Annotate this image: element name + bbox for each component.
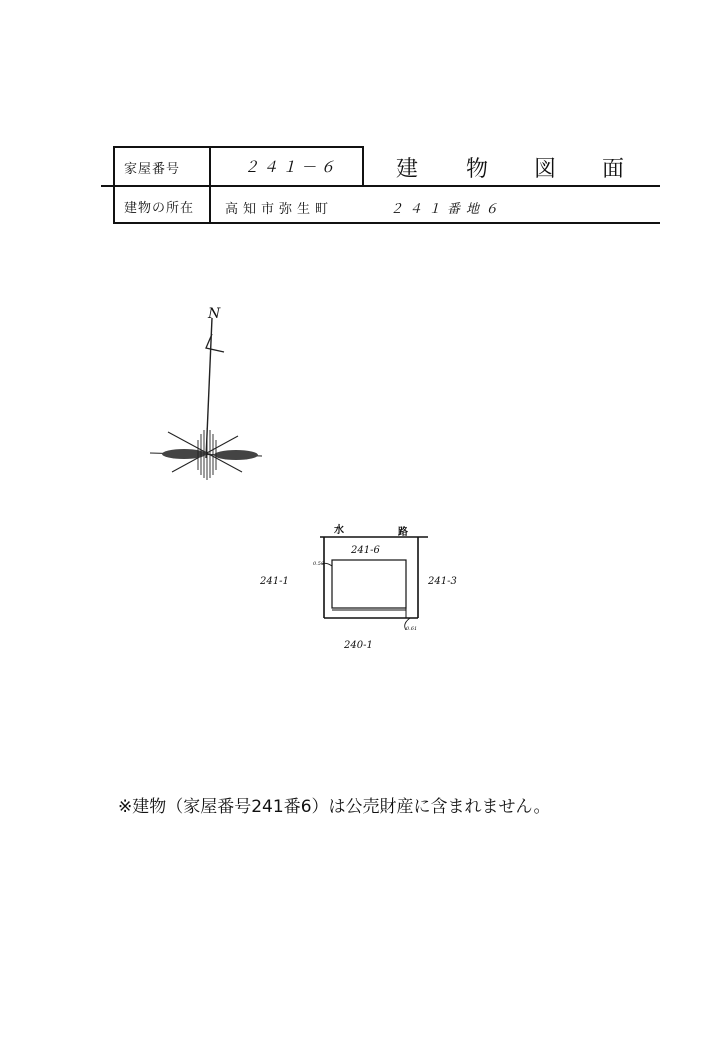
title-char-1: 建: [396, 157, 419, 182]
location-city: 高知市弥生町: [225, 202, 334, 217]
distance-label-left: 0.50: [313, 561, 325, 567]
location-lot: ２４１番地６: [390, 202, 505, 217]
compass-rose-icon: [140, 300, 280, 490]
distance-label-right: 0.61: [406, 626, 418, 632]
north-label: N: [208, 306, 221, 322]
house-number-value: ２４１－６: [244, 158, 340, 176]
west-lot-label: 241-1: [260, 576, 289, 587]
location-label: 建物の所在: [124, 201, 195, 216]
header-top-border: [113, 146, 363, 148]
title-char-4: 面: [602, 157, 625, 182]
house-number-label: 家屋番号: [124, 162, 181, 177]
title-char-2: 物: [466, 157, 489, 182]
header-title-divider: [362, 146, 364, 186]
south-lot-label: 240-1: [344, 640, 373, 651]
east-lot-label: 241-3: [428, 576, 457, 587]
site-plan-lines: [310, 520, 470, 630]
title-char-3: 図: [534, 157, 557, 182]
header-left-border: [113, 146, 115, 224]
subject-lot-label: 241-6: [351, 545, 380, 556]
header-middle-border: [101, 185, 660, 187]
road-label-right: 路: [398, 527, 408, 538]
header-bottom-border: [113, 222, 660, 224]
header-label-divider: [209, 146, 211, 224]
exclusion-note: ※建物（家屋番号241番6）は公売財産に含まれません。: [118, 797, 551, 817]
road-label-left: 水: [334, 525, 344, 536]
